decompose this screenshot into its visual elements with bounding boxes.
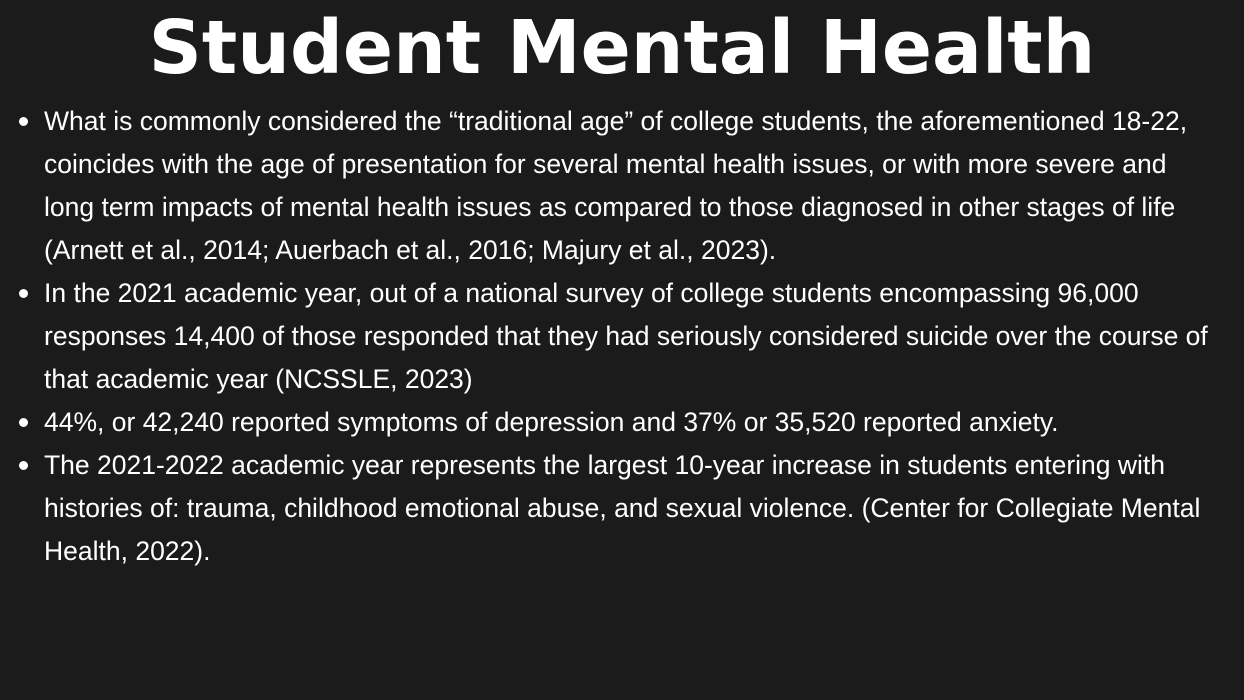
bullet-item <box>0 272 1244 401</box>
bullet-item <box>0 100 1244 272</box>
bullet-item <box>0 444 1244 573</box>
bullet-list <box>0 100 1244 573</box>
bullet-item <box>0 401 1244 444</box>
bullet-text: The 2021-2022 academic year represents the largest 10-year increase in students entering with histories of: trauma, childhood emotional abuse, and sexual violence. (Center for Collegiate Mental Health, 2022). <box>44 450 1201 566</box>
slide-title: Student Mental Health <box>148 5 1096 91</box>
bullet-dot-icon <box>19 117 28 126</box>
bullet-dot-icon <box>19 418 28 427</box>
bullet-text: 44%, or 42,240 reported symptoms of depression and 37% or 35,520 reported anxiety. <box>44 407 1059 437</box>
bullet-text: In the 2021 academic year, out of a national survey of college students encompassing 96,000 responses 14,400 of those responded that they had seriously considered suicide over the course of that academic year (NCSSLE, 2023) <box>44 278 1208 394</box>
bullet-text: What is commonly considered the “traditional age” of college students, the aforementioned 18-22, coincides with the age of presentation for several mental health issues, or with more severe and long term impacts of mental health issues as compared to those diagnosed in other stages of life (Arnett et al., 2014; Auerbach et al., 2016; Majury et al., 2023). <box>44 106 1188 265</box>
bullet-dot-icon <box>19 461 28 470</box>
bullet-dot-icon <box>19 289 28 298</box>
